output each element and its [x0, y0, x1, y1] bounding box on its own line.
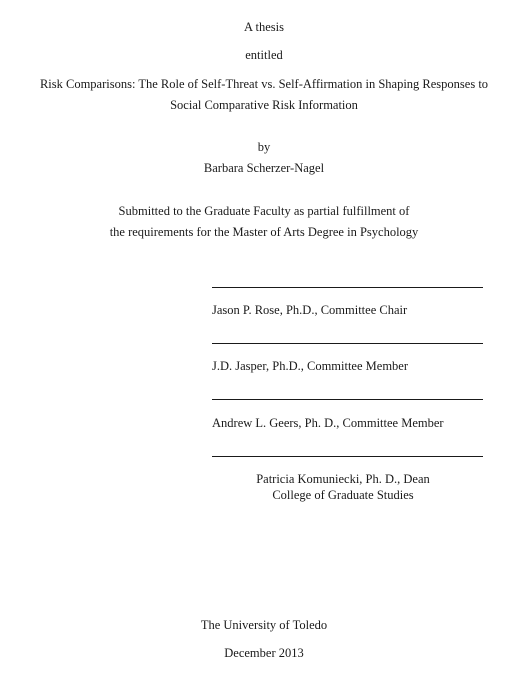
by-label: by — [257, 140, 271, 154]
committee-member-2-name: Andrew L. Geers, Ph. D., Committee Member — [212, 416, 444, 430]
committee-member-1-name: J.D. Jasper, Ph.D., Committee Member — [212, 359, 409, 373]
signature-line-chair — [212, 287, 483, 288]
thesis-title-line-1: Risk Comparisons: The Role of Self-Threat vs. Self-Affirmation in Shaping Responses to — [39, 77, 489, 91]
dean-office: College of Graduate Studies — [272, 488, 414, 502]
signature-line-member-1 — [212, 343, 483, 344]
university-name: The University of Toledo — [200, 618, 328, 632]
submission-statement-line-1: Submitted to the Graduate Faculty as partial fulfillment of — [118, 204, 410, 218]
committee-chair-name: Jason P. Rose, Ph.D., Committee Chair — [212, 303, 408, 317]
signature-line-dean — [212, 456, 483, 457]
author-name: Barbara Scherzer-Nagel — [203, 161, 325, 175]
thesis-label: A thesis — [244, 20, 284, 34]
submission-statement-line-2: the requirements for the Master of Arts Degree in Psychology — [109, 225, 419, 239]
signature-line-member-2 — [212, 399, 483, 400]
thesis-date: December 2013 — [224, 646, 304, 660]
thesis-title-line-2: Social Comparative Risk Information — [170, 98, 358, 112]
entitled-label: entitled — [245, 48, 283, 62]
dean-name: Patricia Komuniecki, Ph. D., Dean — [256, 472, 430, 486]
